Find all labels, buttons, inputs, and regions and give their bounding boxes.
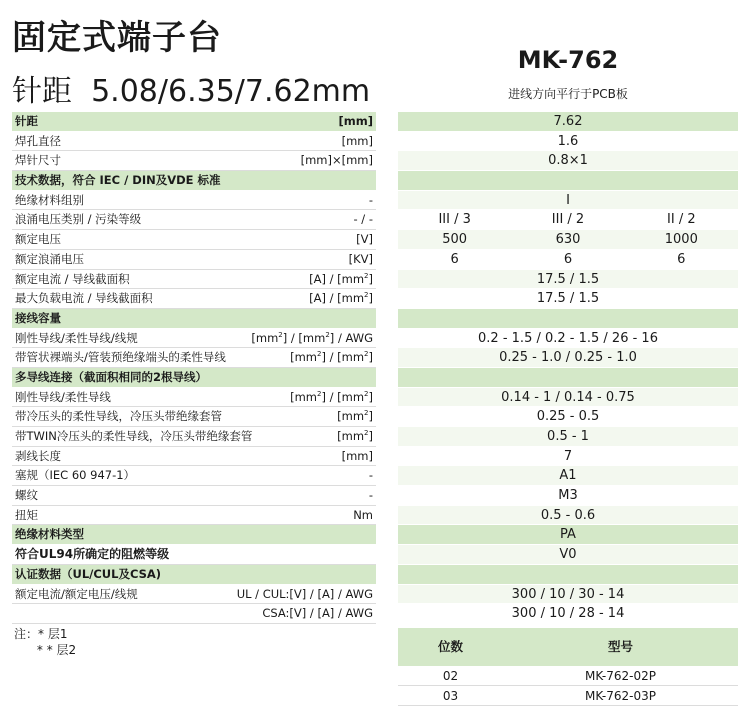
table-row bbox=[398, 151, 738, 171]
table-row bbox=[12, 132, 376, 152]
spec-value: 17.5 / 1.5 bbox=[536, 291, 600, 307]
spec-unit: $[mm^2] / [mm^2]$ bbox=[290, 389, 373, 404]
notes bbox=[14, 626, 76, 658]
table-row bbox=[12, 309, 376, 329]
table-row bbox=[12, 486, 376, 506]
spec-label: 额定电流 / 导线截面积 bbox=[15, 271, 130, 286]
spec-value: II / 2 bbox=[667, 212, 696, 228]
table-row bbox=[12, 604, 376, 624]
spec-value: 0.25 - 1.0 / 0.25 - 1.0 bbox=[499, 350, 637, 366]
table-row bbox=[398, 309, 738, 329]
spec-label: 最大负载电流 / 导线截面积 bbox=[15, 291, 153, 306]
spec-unit: UL / CUL:[V] / [A] / AWG bbox=[236, 586, 373, 601]
table-row bbox=[12, 545, 376, 565]
table-row bbox=[12, 466, 376, 486]
table-row bbox=[398, 407, 738, 427]
spec-label: 浪涌电压类别 / 污染等级 bbox=[15, 212, 142, 227]
spec-value: 6 bbox=[563, 251, 573, 267]
table-row bbox=[398, 112, 738, 132]
order-table bbox=[398, 628, 738, 706]
order-header-positions: 位数 bbox=[437, 639, 463, 654]
table-row bbox=[12, 210, 376, 230]
spec-label: 符合UL94所确定的阻燃等级 bbox=[15, 547, 170, 562]
spec-value: 630 bbox=[555, 232, 581, 248]
table-row bbox=[12, 112, 376, 132]
spec-label: 认证数据（UL/CUL及CSA) bbox=[15, 566, 162, 581]
table-row bbox=[12, 348, 376, 368]
spec-value bbox=[398, 309, 738, 328]
spec-label: 带冷压头的柔性导线，冷压头带绝缘套管 bbox=[15, 409, 222, 424]
table-row bbox=[398, 368, 738, 388]
spec-unit: [mm] bbox=[338, 114, 373, 128]
spec-label: 焊孔直径 bbox=[15, 133, 61, 148]
spec-values-table bbox=[398, 112, 738, 624]
spec-unit: $[mm^2] / [mm^2]$ bbox=[290, 350, 373, 365]
order-header-model: 型号 bbox=[607, 639, 633, 654]
table-row bbox=[398, 545, 738, 565]
pitch-label: 针距 bbox=[12, 74, 72, 109]
note-line: 注：* 层1 bbox=[14, 627, 68, 641]
spec-value: 17.5 / 1.5 bbox=[536, 271, 600, 287]
table-row bbox=[12, 388, 376, 408]
table-row bbox=[12, 270, 376, 290]
spec-label: 带管状裸端头/管装预绝缘端头的柔性导线 bbox=[15, 350, 226, 365]
table-row bbox=[398, 525, 738, 545]
model-description: 进线方向平行于PCB板 bbox=[508, 87, 628, 101]
spec-unit: $[A] / [mm^2]$ bbox=[309, 271, 373, 286]
spec-unit: [mm] bbox=[341, 133, 373, 148]
spec-value: 6 bbox=[677, 251, 686, 267]
pitch-subtitle bbox=[12, 66, 370, 110]
table-row bbox=[398, 348, 738, 368]
table-row bbox=[398, 466, 738, 486]
spec-unit: [V] bbox=[356, 232, 373, 247]
spec-value: A1 bbox=[559, 468, 577, 484]
spec-value: V0 bbox=[559, 547, 577, 563]
spec-label: 螺纹 bbox=[15, 488, 38, 503]
pitch-values: 5.08/6.35/7.62mm bbox=[91, 74, 371, 109]
order-positions: 03 bbox=[442, 689, 459, 703]
spec-label: 额定电流/额定电压/线规 bbox=[15, 586, 138, 601]
spec-value: 0.2 - 1.5 / 0.2 - 1.5 / 26 - 16 bbox=[478, 330, 658, 346]
spec-value: 500 bbox=[442, 232, 468, 248]
spec-value: 1.6 bbox=[557, 133, 579, 149]
table-row bbox=[12, 368, 376, 388]
table-row bbox=[398, 230, 738, 250]
spec-label: 接线容量 bbox=[15, 310, 61, 325]
table-row bbox=[398, 250, 738, 270]
spec-label: 技术数据，符合 IEC / DIN及VDE 标准 bbox=[15, 173, 221, 188]
spec-label: 塞规（IEC 60 947-1） bbox=[15, 468, 136, 483]
table-row bbox=[398, 210, 738, 230]
table-row bbox=[12, 250, 376, 270]
spec-label: 针距 bbox=[15, 114, 38, 128]
spec-label: 额定电压 bbox=[15, 232, 61, 247]
table-row bbox=[12, 506, 376, 526]
order-table-header bbox=[398, 628, 738, 666]
spec-value bbox=[398, 565, 738, 584]
spec-value: I bbox=[566, 192, 570, 208]
table-row bbox=[398, 171, 738, 191]
table-row bbox=[398, 270, 738, 290]
table-row bbox=[398, 289, 738, 309]
table-row bbox=[12, 565, 376, 585]
table-row bbox=[12, 289, 376, 309]
order-positions: 02 bbox=[442, 669, 459, 683]
spec-label: 剥线长度 bbox=[15, 448, 61, 463]
table-row bbox=[398, 585, 738, 605]
spec-value: 1000 bbox=[664, 232, 698, 248]
spec-value bbox=[398, 368, 738, 387]
table-row bbox=[398, 191, 738, 211]
table-row bbox=[12, 447, 376, 467]
spec-unit: - / - bbox=[353, 212, 373, 227]
spec-unit: $[A] / [mm^2]$ bbox=[309, 291, 373, 306]
spec-value: III / 2 bbox=[551, 212, 585, 228]
table-row bbox=[398, 565, 738, 585]
table-row bbox=[398, 447, 738, 467]
table-row bbox=[398, 506, 738, 526]
spec-unit: $[mm^2]$ bbox=[337, 429, 373, 443]
spec-value: 0.8×1 bbox=[548, 153, 588, 169]
spec-value: 0.25 - 0.5 bbox=[536, 409, 600, 425]
table-row bbox=[398, 132, 738, 152]
spec-value: 6 bbox=[450, 251, 459, 267]
spec-label: 刚性导线/柔性导线 bbox=[15, 389, 111, 404]
table-row bbox=[12, 585, 376, 605]
spec-unit: $[mm^2]$ bbox=[337, 409, 373, 424]
order-model: MK-762-03P bbox=[584, 689, 657, 703]
spec-unit: [KV] bbox=[348, 251, 373, 266]
spec-value: 0.14 - 1 / 0.14 - 0.75 bbox=[501, 389, 635, 405]
spec-unit: CSA:[V] / [A] / AWG bbox=[262, 606, 373, 621]
table-row bbox=[12, 407, 376, 427]
spec-value: 0.5 - 1 bbox=[547, 429, 589, 444]
table-row bbox=[398, 666, 738, 686]
spec-labels-table bbox=[12, 112, 376, 624]
spec-label: 扭矩 bbox=[15, 507, 38, 522]
spec-unit: - bbox=[368, 488, 373, 503]
spec-label: 刚性导线/柔性导线/线规 bbox=[15, 330, 138, 345]
table-row bbox=[12, 191, 376, 211]
spec-value: PA bbox=[560, 527, 576, 543]
table-row bbox=[398, 604, 738, 624]
spec-value: III / 3 bbox=[438, 212, 471, 228]
spec-unit: [mm]×[mm] bbox=[300, 153, 373, 168]
spec-unit: Nm bbox=[353, 507, 373, 522]
spec-label: 带TWIN冷压头的柔性导线，冷压头带绝缘套管 bbox=[15, 429, 253, 443]
table-row bbox=[398, 686, 738, 706]
table-row bbox=[12, 427, 376, 447]
table-row bbox=[398, 388, 738, 408]
table-row bbox=[398, 329, 738, 349]
table-row bbox=[398, 486, 738, 506]
table-row bbox=[12, 329, 376, 349]
spec-label: 绝缘材料类型 bbox=[15, 527, 84, 542]
spec-unit: - bbox=[368, 192, 373, 207]
spec-value: 300 / 10 / 30 - 14 bbox=[511, 586, 625, 602]
spec-label: 额定浪涌电压 bbox=[15, 251, 84, 266]
spec-label: 多导线连接（截面积相同的2根导线） bbox=[15, 369, 207, 384]
spec-value: M3 bbox=[558, 488, 578, 504]
table-row bbox=[12, 171, 376, 191]
table-row bbox=[12, 230, 376, 250]
note-line: * * 层2 bbox=[14, 643, 77, 657]
spec-value bbox=[398, 171, 738, 190]
model-name: MK-762 bbox=[517, 46, 619, 74]
table-row bbox=[12, 151, 376, 171]
spec-unit: - bbox=[368, 468, 373, 483]
spec-value: 0.5 - 0.6 bbox=[540, 507, 596, 523]
spec-value: 7.62 bbox=[553, 114, 583, 129]
table-row bbox=[398, 427, 738, 447]
spec-label: 绝缘材料组别 bbox=[15, 192, 84, 207]
spec-label: 焊针尺寸 bbox=[15, 153, 61, 168]
spec-unit: $[mm^2] / [mm^2]$ / AWG bbox=[251, 330, 373, 345]
table-row bbox=[12, 525, 376, 545]
spec-unit: [mm] bbox=[341, 448, 373, 463]
page-title: 固定式端子台 bbox=[12, 18, 222, 58]
spec-value: 300 / 10 / 28 - 14 bbox=[511, 606, 625, 622]
order-model: MK-762-02P bbox=[584, 669, 657, 683]
spec-value: 7 bbox=[563, 448, 573, 464]
